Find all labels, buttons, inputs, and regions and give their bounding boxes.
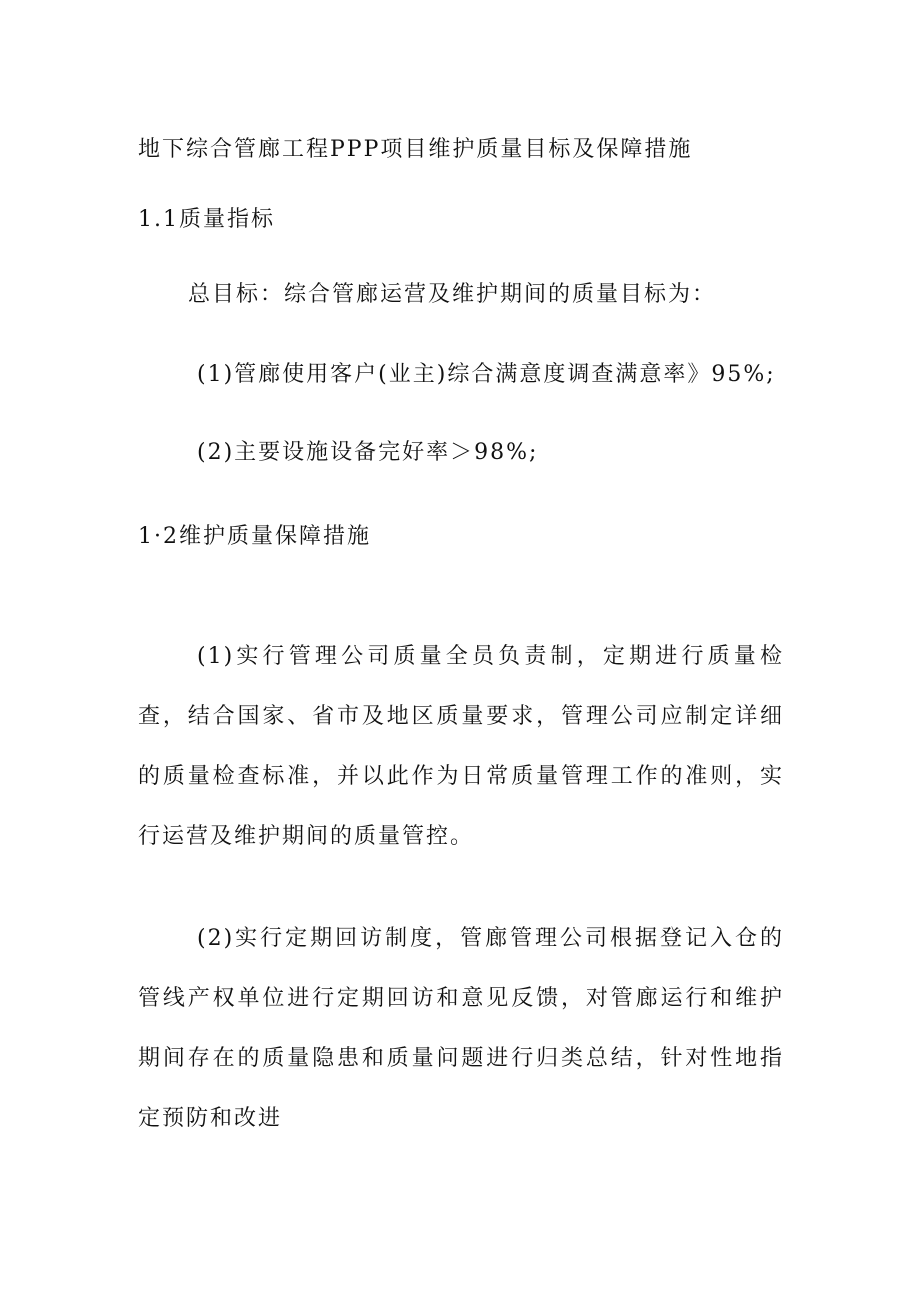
document-title: 地下综合管廊工程PPP项目维护质量目标及保障措施 bbox=[138, 137, 693, 162]
measure-paragraph-1: (1)实行管理公司质量全员负责制，定期进行质量检查，结合国家、省市及地区质量要求，管理公司应制定详细的质量检查标准，并以此作为日常质量管理工作的准则，实行运营及维护期间的质量管控。 bbox=[138, 644, 784, 849]
measure-paragraph-2: (2)实行定期回访制度，管廊管理公司根据登记入仓的管线产权单位进行定期回访和意见反馈，对管廊运行和维护期间存在的质量隐患和质量问题进行归类总结，针对性地指定预防和改进 bbox=[138, 926, 784, 1131]
section-heading-quality-indicators: 1.1质量指标 bbox=[138, 207, 275, 232]
section-heading-maintenance-measures: 1·2维护质量保障措施 bbox=[138, 524, 371, 549]
quality-target-item-1: (1)管廊使用客户(业主)综合满意度调查满意率》95%; bbox=[197, 362, 776, 387]
overall-goal-text: 总目标：综合管廊运营及维护期间的质量目标为： bbox=[188, 282, 717, 307]
quality-target-item-2: (2)主要设施设备完好率＞98%; bbox=[197, 440, 539, 465]
